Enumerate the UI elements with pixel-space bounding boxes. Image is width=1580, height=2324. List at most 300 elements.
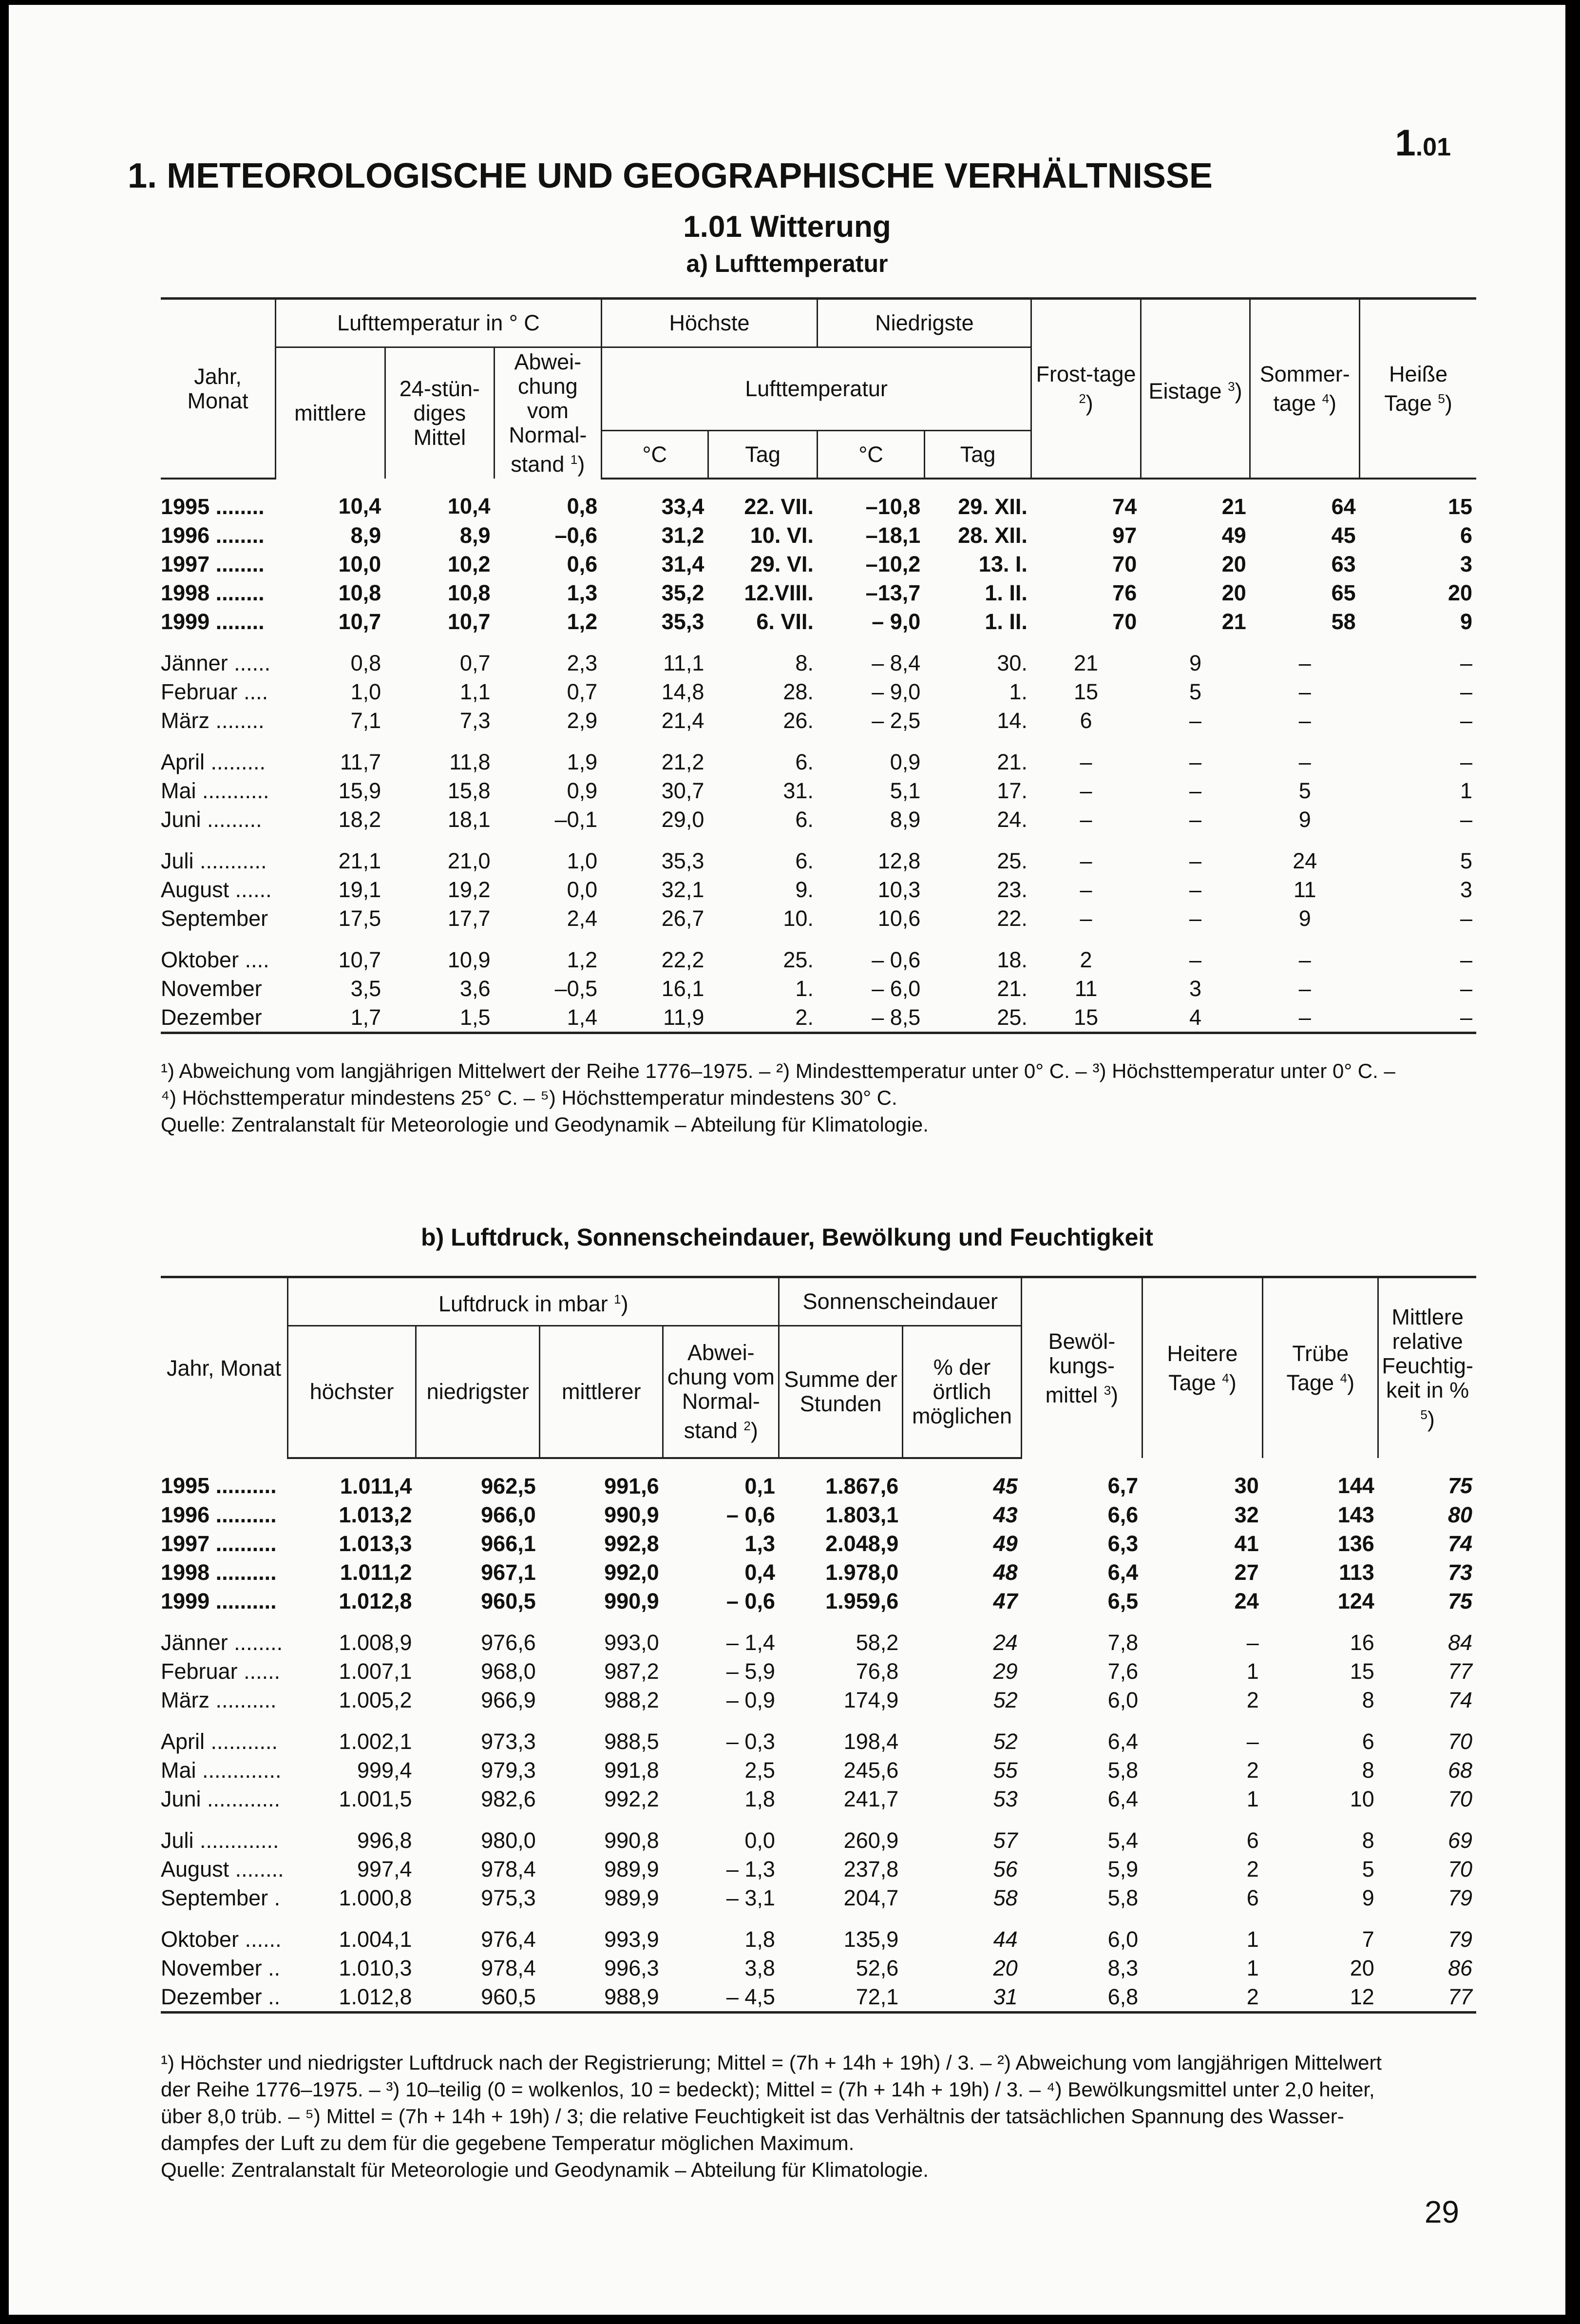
header-mittlerer: mittlerer bbox=[540, 1326, 663, 1459]
cell: 966,1 bbox=[481, 1531, 536, 1556]
cell: 1.978,0 bbox=[825, 1560, 899, 1585]
cell: 0,9 bbox=[567, 778, 598, 803]
cell: 966,9 bbox=[481, 1688, 536, 1712]
table-row bbox=[161, 1785, 1476, 1813]
table-row bbox=[161, 1756, 1476, 1785]
table-row bbox=[161, 1883, 1476, 1912]
cell: – 0,9 bbox=[726, 1688, 775, 1712]
cell: 2 bbox=[1080, 947, 1092, 972]
cell: 31,2 bbox=[661, 523, 704, 548]
cell: 1.013,3 bbox=[339, 1531, 412, 1556]
row-group bbox=[161, 933, 1476, 1033]
cell: Juni ......... bbox=[161, 807, 262, 832]
cell: 17. bbox=[997, 778, 1028, 803]
cell: 5 bbox=[1460, 848, 1472, 873]
table-a-title: a) Lufttemperatur bbox=[686, 250, 888, 277]
cell: 9 bbox=[1460, 609, 1472, 634]
header-hoechste-celsius: °C bbox=[601, 431, 708, 479]
cell: 988,5 bbox=[604, 1729, 659, 1754]
cell: 16,1 bbox=[661, 976, 704, 1001]
cell: 27 bbox=[1234, 1560, 1259, 1585]
cell: 10 bbox=[1350, 1786, 1374, 1811]
cell: 8,3 bbox=[1107, 1956, 1139, 1980]
cell: 8 bbox=[1362, 1688, 1374, 1712]
cell: 21. bbox=[997, 976, 1028, 1001]
cell: Juli ............. bbox=[161, 1828, 279, 1853]
cell: – bbox=[1189, 807, 1202, 832]
cell: 72,1 bbox=[779, 1982, 902, 2013]
cell: 124 bbox=[1337, 1589, 1374, 1613]
cell: 9 bbox=[1298, 807, 1311, 832]
cell: 6,3 bbox=[1107, 1531, 1139, 1556]
cell: 988,2 bbox=[604, 1688, 659, 1712]
cell: 53 bbox=[993, 1786, 1018, 1811]
cell: 11 bbox=[1074, 976, 1098, 1001]
cell: 6 bbox=[1080, 708, 1092, 733]
cell: 979,3 bbox=[481, 1758, 536, 1783]
cell: 2. bbox=[708, 1003, 818, 1033]
cell: 7 bbox=[1362, 1927, 1374, 1952]
cell: 6. bbox=[795, 848, 814, 873]
cell: 5,1 bbox=[890, 778, 921, 803]
header-heisse-tage: Heiße Tage $^5$) bbox=[1360, 299, 1476, 479]
cell: Mai ........... bbox=[161, 778, 269, 803]
cell: 0,8 bbox=[567, 494, 598, 519]
cell: Juni ............ bbox=[161, 1786, 281, 1811]
cell: 1,4 bbox=[494, 1003, 601, 1033]
header-bewoelkungsmittel: Bewöl-kungs-mittel $^3$) bbox=[1022, 1277, 1142, 1459]
table-row bbox=[161, 1855, 1476, 1883]
cell: 1. bbox=[1009, 679, 1028, 704]
cell: 8. bbox=[795, 651, 814, 675]
cell: 21,2 bbox=[661, 749, 704, 774]
cell: 135,9 bbox=[843, 1927, 899, 1952]
cell: – bbox=[1360, 1003, 1476, 1033]
cell: 1,7 bbox=[276, 1003, 385, 1033]
cell: 22. bbox=[997, 906, 1028, 931]
header-heitere-tage: Heitere Tage $^4$) bbox=[1142, 1277, 1263, 1459]
cell: 12,8 bbox=[877, 848, 921, 873]
source-line: Quelle: Zentralanstalt für Meteorologie und Geodynamik – Abteilung für Klimatologie. bbox=[161, 2158, 929, 2181]
cell: 41 bbox=[1234, 1531, 1259, 1556]
cell: –0,6 bbox=[554, 523, 598, 548]
cell: 10,8 bbox=[447, 580, 491, 605]
cell: 6,6 bbox=[1107, 1502, 1139, 1527]
cell: 198,4 bbox=[843, 1729, 899, 1754]
cell: 1999 .......... bbox=[161, 1589, 277, 1613]
footnote-line: über 8,0 trüb. – ⁵) Mittel = (7h + 14h + 19h) / 3; die relative Feuchtigkeit ist das Verhältnis der tatsächlichen Spannung des Wasser- bbox=[161, 2105, 1344, 2128]
cell: 996,3 bbox=[604, 1956, 659, 1980]
cell: 1.867,6 bbox=[825, 1474, 899, 1498]
cell: 74 bbox=[1447, 1531, 1472, 1556]
cell: 989,9 bbox=[604, 1857, 659, 1882]
cell: 6,0 bbox=[1107, 1688, 1139, 1712]
cell: 23. bbox=[997, 877, 1028, 902]
cell: 49 bbox=[1221, 523, 1246, 548]
cell: 10. bbox=[783, 906, 814, 931]
cell: 978,4 bbox=[481, 1956, 536, 1980]
cell: 973,3 bbox=[481, 1729, 536, 1754]
cell: 6,4 bbox=[1107, 1786, 1139, 1811]
cell: 9 bbox=[1189, 651, 1202, 675]
cell: 1. II. bbox=[985, 580, 1028, 605]
table-row bbox=[161, 706, 1476, 735]
cell: 2,5 bbox=[744, 1758, 775, 1783]
cell: 992,0 bbox=[604, 1560, 659, 1585]
cell: 5,8 bbox=[1107, 1758, 1139, 1783]
cell: 113 bbox=[1339, 1560, 1374, 1585]
cell: 8,9 bbox=[350, 523, 381, 548]
cell: 13. I. bbox=[978, 552, 1028, 576]
cell: 58 bbox=[993, 1885, 1018, 1910]
cell: 2.048,9 bbox=[825, 1531, 899, 1556]
cell: 2,3 bbox=[567, 651, 598, 675]
cell: 79 bbox=[1447, 1885, 1472, 1910]
cell: 1.011,2 bbox=[340, 1560, 412, 1585]
cell: 976,4 bbox=[481, 1927, 536, 1952]
cell: 70 bbox=[1447, 1857, 1472, 1882]
cell: 987,2 bbox=[604, 1659, 659, 1684]
cell: – bbox=[1189, 708, 1202, 733]
cell: Juli ........... bbox=[161, 848, 267, 873]
cell: –18,1 bbox=[865, 523, 921, 548]
cell: 0,7 bbox=[459, 651, 491, 675]
cell: 0,0 bbox=[744, 1828, 775, 1853]
cell: 962,5 bbox=[481, 1474, 536, 1498]
cell: 74 bbox=[1112, 494, 1137, 519]
cell: 75 bbox=[1447, 1473, 1472, 1498]
cell: – bbox=[1298, 679, 1311, 704]
cell: 976,6 bbox=[481, 1630, 536, 1655]
cell: 1,8 bbox=[744, 1927, 775, 1952]
cell: – bbox=[1460, 807, 1472, 832]
cell: 0,1 bbox=[744, 1474, 775, 1498]
cell: Jänner ...... bbox=[161, 651, 271, 675]
cell: – bbox=[1189, 947, 1202, 972]
cell: 20 bbox=[1221, 580, 1246, 605]
cell: 97 bbox=[1112, 523, 1137, 548]
cell: 29 bbox=[993, 1659, 1018, 1684]
cell: 63 bbox=[1331, 552, 1356, 576]
header-abweichung: Abwei-chung vom Normal-stand $^1$) bbox=[494, 347, 601, 479]
cell: Februar ...... bbox=[161, 1659, 281, 1684]
source-line: Quelle: Zentralanstalt für Meteorologie und Geodynamik – Abteilung für Klimatologie. bbox=[161, 1113, 929, 1136]
table-row bbox=[161, 1714, 1476, 1756]
cell: – 1,3 bbox=[726, 1857, 775, 1882]
row-group bbox=[161, 636, 1476, 735]
cell: 5 bbox=[1362, 1857, 1374, 1882]
cell: 9 bbox=[1298, 906, 1311, 931]
cell: 975,3 bbox=[481, 1885, 536, 1910]
cell: 28. XII. bbox=[958, 523, 1028, 548]
cell: 991,6 bbox=[604, 1474, 659, 1498]
cell: August ........ bbox=[161, 1857, 284, 1882]
cell: 3 bbox=[1189, 976, 1202, 1001]
cell: 1,2 bbox=[567, 609, 598, 634]
cell: 1.000,8 bbox=[339, 1885, 412, 1910]
cell: 5,8 bbox=[1107, 1885, 1139, 1910]
cell: – 6,0 bbox=[872, 976, 921, 1001]
cell: – 9,0 bbox=[872, 609, 921, 634]
cell: 10. VI. bbox=[750, 523, 814, 548]
cell: 29,0 bbox=[661, 807, 704, 832]
cell: 70 bbox=[1112, 552, 1137, 576]
header-eistage: Eistage $^3$) bbox=[1141, 299, 1250, 479]
table-row bbox=[161, 1458, 1476, 1500]
table-row bbox=[161, 479, 1476, 521]
cell: 999,4 bbox=[357, 1758, 412, 1783]
cell: 10,4 bbox=[338, 494, 381, 519]
cell: 1,3 bbox=[567, 580, 598, 605]
cell: 1997 .......... bbox=[161, 1531, 277, 1556]
footnote-line: ⁴) Höchsttemperatur mindestens 25° C. – ⁵) Höchsttemperatur mindestens 30° C. bbox=[161, 1086, 897, 1109]
cell: 992,8 bbox=[604, 1531, 659, 1556]
cell: 24 bbox=[993, 1630, 1018, 1655]
cell: 2 bbox=[1246, 1688, 1259, 1712]
table-row bbox=[161, 776, 1476, 805]
cell: 10,0 bbox=[338, 552, 381, 576]
cell: 6. bbox=[795, 749, 814, 774]
cell: 9. bbox=[795, 877, 814, 902]
cell: –10,2 bbox=[865, 552, 921, 576]
cell: März ........ bbox=[161, 708, 265, 733]
cell: 75 bbox=[1447, 1589, 1472, 1613]
row-group bbox=[161, 1458, 1476, 1615]
cell: 10,6 bbox=[877, 906, 921, 931]
cell: 70 bbox=[1112, 609, 1137, 634]
cell: 0,7 bbox=[567, 679, 598, 704]
cell: 8 bbox=[1362, 1828, 1374, 1853]
cell: April ........... bbox=[161, 1729, 278, 1754]
table-row bbox=[161, 974, 1476, 1003]
cell: – 1,4 bbox=[726, 1630, 775, 1655]
cell: 15 bbox=[1447, 494, 1472, 519]
cell: 19,2 bbox=[447, 877, 491, 902]
table-row bbox=[161, 1587, 1476, 1615]
cell: 18. bbox=[997, 947, 1028, 972]
table-row bbox=[161, 1982, 1476, 2013]
table-luftdruck-sonnenschein bbox=[161, 1276, 1476, 2014]
cell: 997,4 bbox=[357, 1857, 412, 1882]
cell: 10,7 bbox=[447, 609, 491, 634]
table-row bbox=[161, 1500, 1476, 1529]
cell: 1.008,9 bbox=[339, 1630, 412, 1655]
row-group bbox=[161, 834, 1476, 933]
cell: 5 bbox=[1298, 778, 1311, 803]
cell: 64 bbox=[1331, 494, 1356, 519]
cell: 991,8 bbox=[604, 1758, 659, 1783]
table-row bbox=[161, 677, 1476, 706]
cell: Dezember .. bbox=[161, 1982, 288, 2013]
cell: –10,8 bbox=[865, 494, 921, 519]
cell: 1 bbox=[1246, 1927, 1259, 1952]
cell: 77 bbox=[1447, 1659, 1472, 1684]
cell: 22. VII. bbox=[744, 494, 814, 519]
cell: 982,6 bbox=[481, 1786, 536, 1811]
table-lufttemperatur bbox=[161, 297, 1476, 1034]
header-sommertage: Sommer-tage $^4$) bbox=[1250, 299, 1360, 479]
cell: 6,0 bbox=[1107, 1927, 1139, 1952]
cell: 33,4 bbox=[661, 494, 704, 519]
cell: 992,2 bbox=[604, 1786, 659, 1811]
footnote-line: der Reihe 1776–1975. – ³) 10–teilig (0 = wolkenlos, 10 = bedeckt); Mittel = (7h + 14h + 19h) / 3. – ⁴) Bewölkungsmittel unter 2,0 heiter, bbox=[161, 2078, 1375, 2101]
cell: 15 bbox=[1031, 1003, 1141, 1033]
cell: 56 bbox=[993, 1857, 1018, 1882]
cell: 21 bbox=[1074, 651, 1099, 675]
table-row bbox=[161, 1813, 1476, 1855]
cell: 989,9 bbox=[604, 1885, 659, 1910]
cell: 1995 .......... bbox=[161, 1473, 277, 1498]
cell: 52,6 bbox=[856, 1956, 899, 1980]
cell: 2 bbox=[1142, 1982, 1263, 2013]
cell: 8,9 bbox=[459, 523, 491, 548]
cell: – 5,9 bbox=[726, 1659, 775, 1684]
cell: – bbox=[1460, 947, 1472, 972]
section-number: 1.01 bbox=[1395, 122, 1451, 164]
row-group bbox=[161, 479, 1476, 636]
cell: – 4,5 bbox=[663, 1982, 779, 2013]
cell: 2 bbox=[1246, 1857, 1259, 1882]
cell: 31,4 bbox=[661, 552, 704, 576]
cell: 48 bbox=[993, 1560, 1018, 1585]
cell: 47 bbox=[993, 1589, 1018, 1613]
cell: 21 bbox=[1221, 494, 1246, 519]
table-b-footnotes bbox=[161, 2049, 1476, 2183]
cell: 30,7 bbox=[661, 778, 704, 803]
header-frosttage: Frost-tage $^2$) bbox=[1031, 299, 1141, 479]
cell: 11 bbox=[1293, 877, 1316, 902]
cell: – bbox=[1189, 778, 1202, 803]
cell: 5,9 bbox=[1107, 1857, 1139, 1882]
cell: – bbox=[1189, 848, 1202, 873]
cell: 10,7 bbox=[338, 947, 381, 972]
cell: 11,9 bbox=[601, 1003, 708, 1033]
cell: – bbox=[1250, 1003, 1360, 1033]
page-number: 29 bbox=[1424, 2194, 1459, 2229]
cell: 6. bbox=[795, 807, 814, 832]
table-row bbox=[161, 735, 1476, 776]
cell: 1 bbox=[1460, 778, 1472, 803]
cell: 25. bbox=[924, 1003, 1031, 1033]
table-row bbox=[161, 1003, 1476, 1033]
cell: – bbox=[1298, 976, 1311, 1001]
cell: 0,9 bbox=[890, 749, 921, 774]
header-sonnenscheindauer-group: Sonnenscheindauer bbox=[779, 1277, 1022, 1326]
cell: 6,4 bbox=[1107, 1729, 1139, 1754]
cell: 52 bbox=[993, 1688, 1018, 1712]
cell: 35,3 bbox=[661, 848, 704, 873]
cell: 3,8 bbox=[744, 1956, 775, 1980]
cell: 6,4 bbox=[1107, 1560, 1139, 1585]
cell: 25. bbox=[997, 848, 1028, 873]
cell: –0,1 bbox=[554, 807, 598, 832]
cell: – bbox=[1246, 1729, 1259, 1754]
table-row bbox=[161, 1615, 1476, 1657]
cell: –13,7 bbox=[865, 580, 921, 605]
cell: 29. VI. bbox=[750, 552, 814, 576]
header-niedrigste-celsius: °C bbox=[818, 431, 924, 479]
cell: 6,7 bbox=[1107, 1473, 1139, 1498]
header-hoechste-tag: Tag bbox=[708, 431, 818, 479]
cell: 143 bbox=[1337, 1502, 1374, 1527]
cell: 12 bbox=[1263, 1982, 1378, 2013]
cell: 24 bbox=[1293, 848, 1317, 873]
cell: Jänner ........ bbox=[161, 1630, 283, 1655]
cell: 11,7 bbox=[340, 749, 381, 774]
cell: 6 bbox=[1362, 1729, 1374, 1754]
header-mittlere: mittlere bbox=[276, 347, 385, 479]
cell: – 9,0 bbox=[872, 679, 921, 704]
cell: 44 bbox=[993, 1927, 1018, 1952]
cell: 80 bbox=[1447, 1502, 1472, 1527]
cell: 1.803,1 bbox=[825, 1502, 899, 1527]
cell: 45 bbox=[1331, 523, 1356, 548]
cell: 1.959,6 bbox=[825, 1589, 899, 1613]
cell: 10,9 bbox=[447, 947, 491, 972]
cell: 1 bbox=[1246, 1786, 1259, 1811]
cell: 241,7 bbox=[843, 1786, 899, 1811]
cell: 14,8 bbox=[661, 679, 704, 704]
cell: 76,8 bbox=[856, 1659, 899, 1684]
cell: – bbox=[1080, 749, 1092, 774]
cell: 12.VIII. bbox=[744, 580, 814, 605]
cell: 74 bbox=[1447, 1688, 1472, 1712]
header-lufttemperatur: Lufttemperatur bbox=[601, 347, 1031, 431]
table-row bbox=[161, 1529, 1476, 1558]
cell: 20 bbox=[1447, 580, 1472, 605]
cell: 79 bbox=[1447, 1927, 1472, 1952]
footnote-line: dampfes der Luft zu dem für die gegebene Temperatur möglichen Maximum. bbox=[161, 2132, 855, 2154]
cell: – bbox=[1460, 976, 1472, 1001]
cell: – 0,6 bbox=[872, 947, 921, 972]
cell: 0,0 bbox=[567, 877, 598, 902]
cell: 6 bbox=[1246, 1828, 1259, 1853]
cell: 69 bbox=[1447, 1828, 1472, 1853]
cell: 2 bbox=[1246, 1758, 1259, 1783]
cell: 6. VII. bbox=[756, 609, 814, 634]
cell: 2,4 bbox=[567, 906, 598, 931]
cell: 65 bbox=[1331, 580, 1356, 605]
cell: – 0,6 bbox=[726, 1502, 775, 1527]
cell: 35,2 bbox=[661, 580, 704, 605]
cell: Dezember bbox=[161, 1003, 276, 1033]
cell: 32 bbox=[1234, 1502, 1259, 1527]
cell: 1,1 bbox=[459, 679, 491, 704]
header-relative-feuchtigkeit: Mittlere relative Feuchtig-keit in % $^5$) bbox=[1378, 1277, 1476, 1459]
cell: 6,5 bbox=[1107, 1589, 1139, 1613]
cell: 55 bbox=[993, 1758, 1018, 1783]
cell: 11,1 bbox=[663, 651, 704, 675]
cell: August ...... bbox=[161, 877, 272, 902]
cell: – bbox=[1080, 877, 1092, 902]
cell: 1,9 bbox=[567, 749, 598, 774]
cell: 31 bbox=[902, 1982, 1021, 2013]
cell: 8,9 bbox=[890, 807, 921, 832]
cell: 993,0 bbox=[604, 1630, 659, 1655]
cell: – 8,5 bbox=[818, 1003, 924, 1033]
cell: – bbox=[1080, 807, 1092, 832]
cell: 70 bbox=[1447, 1786, 1472, 1811]
table-row bbox=[161, 834, 1476, 875]
cell: 1997 ........ bbox=[161, 552, 265, 576]
cell: 1. bbox=[795, 976, 814, 1001]
section-title: 1.01 Witterung bbox=[683, 210, 891, 244]
table-row bbox=[161, 521, 1476, 550]
cell: 10,7 bbox=[338, 609, 381, 634]
cell: 16 bbox=[1350, 1630, 1374, 1655]
cell: 21 bbox=[1221, 609, 1246, 634]
row-group bbox=[161, 1912, 1476, 2013]
